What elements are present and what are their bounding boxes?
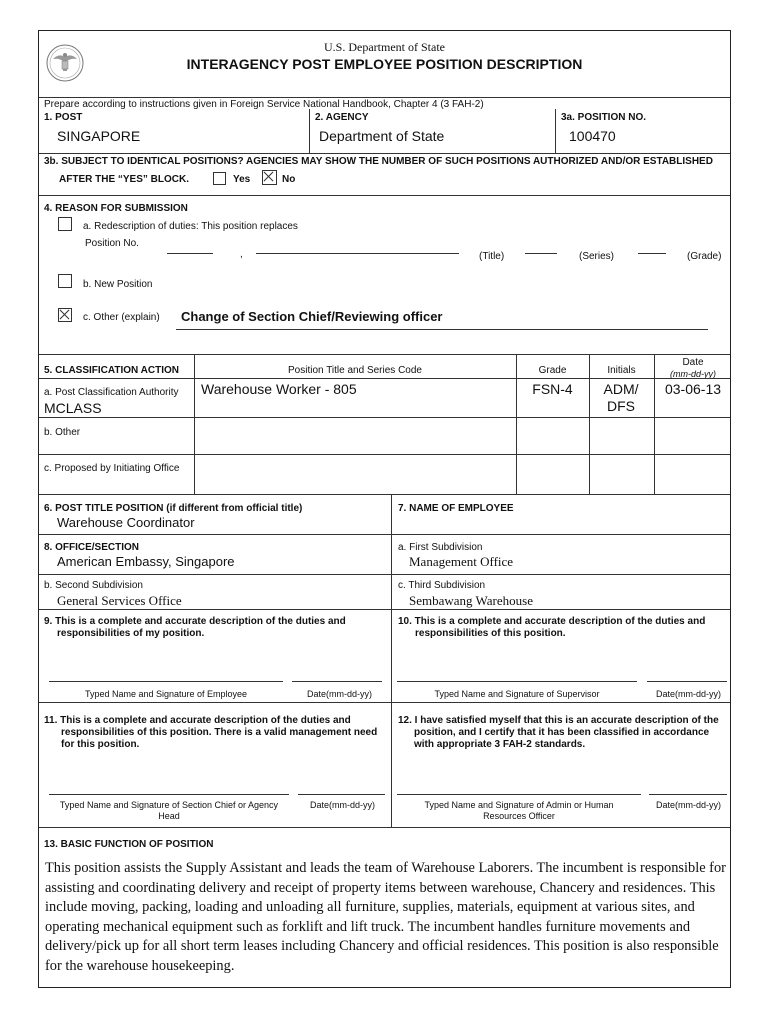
other-explanation[interactable]: Change of Section Chief/Reviewing officer <box>181 309 443 324</box>
instructions-text: Prepare according to instructions given in Foreign Service National Handbook, Chapter 4 (3 FAH-2) <box>44 99 484 110</box>
cert9-text-2: responsibilities of my position. <box>57 628 205 639</box>
post-title-label: 6. POST TITLE POSITION (if different from official title) <box>44 503 303 514</box>
office-section-label: 8. OFFICE/SECTION <box>44 542 140 553</box>
department-name: U.S. Department of State <box>324 40 445 54</box>
first-subdivision-label: a. First Subdivision <box>398 542 483 553</box>
position-no-value[interactable]: 100470 <box>569 128 616 144</box>
agency-value[interactable]: Department of State <box>319 128 445 144</box>
post-label: 1. POST <box>44 112 83 123</box>
post-classification-value[interactable]: MCLASS <box>44 400 102 416</box>
supervisor-date-caption: Date(mm-dd-yy) <box>655 689 721 699</box>
col-date-header: Date <box>682 357 704 368</box>
grade-value[interactable]: FSN-4 <box>532 381 573 397</box>
post-classification-label: a. Post Classification Authority <box>44 387 179 398</box>
cert10-text: 10. This is a complete and accurate description of the duties and <box>398 616 706 627</box>
title-caption: (Title) <box>479 251 505 262</box>
cert9-text: 9. This is a complete and accurate description of the duties and <box>44 616 346 627</box>
first-subdivision-value[interactable]: Management Office <box>409 554 514 569</box>
proposed-label: c. Proposed by Initiating Office <box>44 463 180 474</box>
no-label: No <box>282 174 296 185</box>
yes-label: Yes <box>233 174 251 185</box>
redescription-checkbox[interactable] <box>58 217 72 231</box>
reason-label: 4. REASON FOR SUBMISSION <box>44 203 188 214</box>
third-subdivision-label: c. Third Subdivision <box>398 580 486 591</box>
cert11-text-3: for this position. <box>61 739 140 750</box>
hr-signature-caption-2: Resources Officer <box>483 811 555 821</box>
chief-signature-caption-2: Head <box>158 811 180 821</box>
no-checkbox[interactable] <box>262 170 277 185</box>
comma-text: , <box>240 249 243 260</box>
other-classification-label: b. Other <box>44 427 81 438</box>
other-checkbox[interactable] <box>58 308 72 322</box>
post-value[interactable]: SINGAPORE <box>57 128 141 144</box>
basic-function-text[interactable]: This position assists the Supply Assistant and leads the team of Warehouse Laborers. The incumbent is responsible for assisting and coordinating delivery and receipt of property items between warehouse, Chancery and residences. This include moving, packing, loading and unloading all furniture, supplies, materials, equipment at various sites, and operating mechanical equipment such as forklift and lift truck. The incumbent handles furniture movements and delivery/pick up for all short term leases including Chancery and official residences. This position is also responsible for the warehouse housekeeping. <box>45 860 726 974</box>
cert11-text-2: responsibilities of this position. There is a valid management need <box>61 727 378 738</box>
other-label: c. Other (explain) <box>83 312 160 323</box>
identical-positions-text: 3b. SUBJECT TO IDENTICAL POSITIONS? AGENCIES MAY SHOW THE NUMBER OF SUCH POSITIONS AUTHORIZED AND/OR ESTABLISHED <box>44 156 713 167</box>
new-position-checkbox[interactable] <box>58 274 72 288</box>
employee-signature-caption: Typed Name and Signature of Employee <box>84 689 248 699</box>
second-subdivision-label: b. Second Subdivision <box>44 580 143 591</box>
series-caption: (Series) <box>579 251 615 262</box>
chief-date-caption: Date(mm-dd-yy) <box>309 800 375 810</box>
basic-function-label: 13. BASIC FUNCTION OF POSITION <box>44 839 214 850</box>
agency-label: 2. AGENCY <box>315 112 369 123</box>
employee-name-label: 7. NAME OF EMPLOYEE <box>398 503 514 514</box>
office-section-value[interactable]: American Embassy, Singapore <box>57 554 235 569</box>
grade-caption: (Grade) <box>687 251 722 262</box>
chief-signature-caption: Typed Name and Signature of Section Chief or Agency <box>59 800 279 810</box>
hr-date-caption: Date(mm-dd-yy) <box>655 800 721 810</box>
cert12-text-2: position, and I certify that it has been classified in accordance <box>414 727 710 738</box>
position-no-label: 3a. POSITION NO. <box>561 112 647 123</box>
position-no-text: Position No. <box>85 238 139 249</box>
third-subdivision-value[interactable]: Sembawang Warehouse <box>409 593 533 608</box>
supervisor-signature-caption: Typed Name and Signature of Supervisor <box>434 689 600 699</box>
col-grade-header: Grade <box>538 365 567 376</box>
redescription-label: a. Redescription of duties: This position replaces <box>83 221 298 232</box>
position-title-series[interactable]: Warehouse Worker - 805 <box>201 381 357 397</box>
classification-label: 5. CLASSIFICATION ACTION <box>44 365 179 376</box>
hr-signature-caption: Typed Name and Signature of Admin or Human <box>424 800 614 810</box>
form-title: INTERAGENCY POST EMPLOYEE POSITION DESCRIPTION <box>186 56 583 72</box>
date-value[interactable]: 03-06-13 <box>664 381 722 397</box>
cert11-text: 11. This is a complete and accurate description of the duties and <box>44 715 351 726</box>
cert12-text: 12. I have satisfied myself that this is an accurate description of the <box>398 715 719 726</box>
post-title-value[interactable]: Warehouse Coordinator <box>57 515 195 530</box>
second-subdivision-value[interactable]: General Services Office <box>57 593 182 608</box>
employee-date-caption: Date(mm-dd-yy) <box>306 689 372 699</box>
new-position-label: b. New Position <box>83 279 153 290</box>
col-title-header: Position Title and Series Code <box>288 365 422 376</box>
form-page <box>38 30 731 988</box>
cert10-text-2: responsibilities of this position. <box>415 628 566 639</box>
initials-value[interactable]: ADM/ DFS <box>603 381 639 414</box>
cert12-text-3: with appropriate 3 FAH-2 standards. <box>414 739 586 750</box>
yes-checkbox[interactable] <box>213 172 226 185</box>
col-initials-header: Initials <box>607 365 636 376</box>
col-date-format: (mm-dd-yy) <box>670 369 716 379</box>
identical-positions-text-2: AFTER THE “YES” BLOCK. <box>59 174 190 185</box>
